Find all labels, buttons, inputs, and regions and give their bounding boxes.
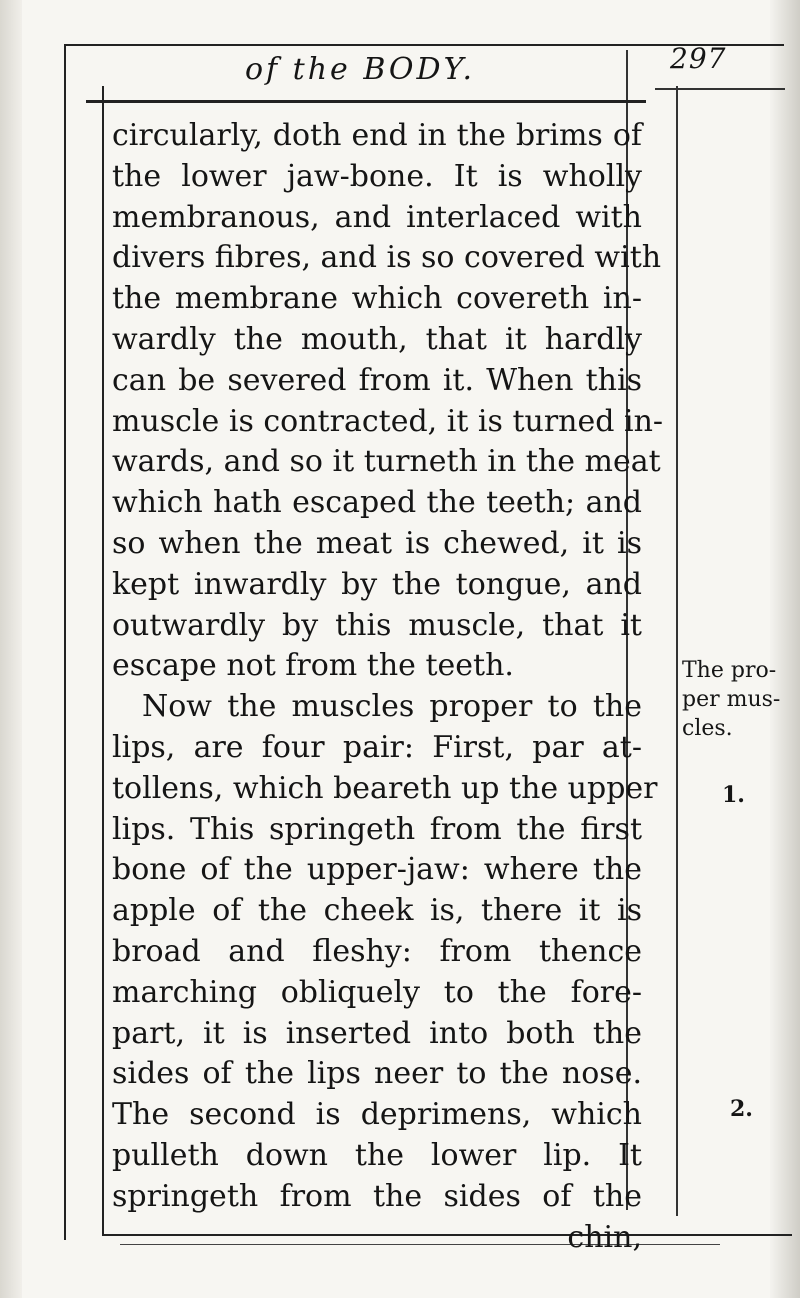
text-line: circularly, doth end in the brims of (112, 118, 642, 153)
header-rule (86, 100, 646, 103)
body-text (112, 116, 664, 1258)
text-line: wards, and so it turneth in the meat (112, 444, 661, 480)
text-line: muscle is contracted, it is turned in- (112, 403, 664, 439)
page-edge-shadow (0, 0, 22, 1298)
text-line: springeth from the sides of the (112, 1178, 642, 1214)
text-line: escape not from the teeth. (112, 648, 514, 684)
catchword: chin, (567, 1219, 642, 1255)
text-line: which hath escaped the teeth; and (112, 485, 642, 521)
text-line: lips. This springeth from the first (112, 811, 642, 847)
text-line: outwardly by this muscle, that it (112, 607, 642, 643)
text-line: broad and fleshy: from thence (112, 933, 642, 969)
text-line: the lower jaw-bone. It is wholly (112, 158, 642, 194)
marginal-number-2: 2. (730, 1096, 753, 1122)
text-line: divers fibres, and is so covered with (112, 240, 662, 276)
text-line: kept inwardly by the tongue, and (112, 566, 642, 602)
text-line: can be severed from it. When this (112, 362, 642, 398)
text-line: sides of the lips neer to the nose. (112, 1056, 642, 1092)
text-line: pulleth down the lower lip. It (112, 1137, 642, 1173)
marginal-note-line: cles. (682, 716, 733, 741)
running-head: of the BODY. (244, 52, 476, 87)
marginal-note-line: per mus- (682, 687, 781, 712)
marginal-number-1: 1. (722, 782, 745, 808)
marginal-note (682, 656, 792, 743)
marginal-note-line: The pro- (682, 658, 777, 683)
text-line: so when the meat is chewed, it is (112, 525, 642, 561)
text-line: membranous, and interlaced with (112, 199, 642, 235)
text-line: wardly the mouth, that it hardly (112, 321, 642, 357)
text-line: bone of the upper-jaw: where the (112, 852, 642, 888)
frame-rule-left-outer (64, 44, 66, 1240)
text-line: The second is deprimens, which (112, 1097, 642, 1133)
text-line: apple of the cheek is, there it is (112, 893, 642, 929)
page-number: 297 (670, 42, 727, 75)
text-line: lips, are four pair: First, par at- (112, 729, 642, 765)
header-rule-right (655, 88, 785, 90)
text-line: part, it is inserted into both the (112, 1015, 642, 1051)
page-edge-shadow-right (770, 0, 800, 1298)
text-line: tollens, which beareth up the upper (112, 770, 658, 806)
text-line: marching obliquely to the fore- (112, 974, 642, 1010)
text-line: the membrane which covereth in- (112, 281, 642, 317)
frame-rule-margin (676, 86, 678, 1216)
frame-rule-left-inner (102, 86, 104, 1236)
text-line: Now the muscles proper to the (142, 689, 642, 725)
